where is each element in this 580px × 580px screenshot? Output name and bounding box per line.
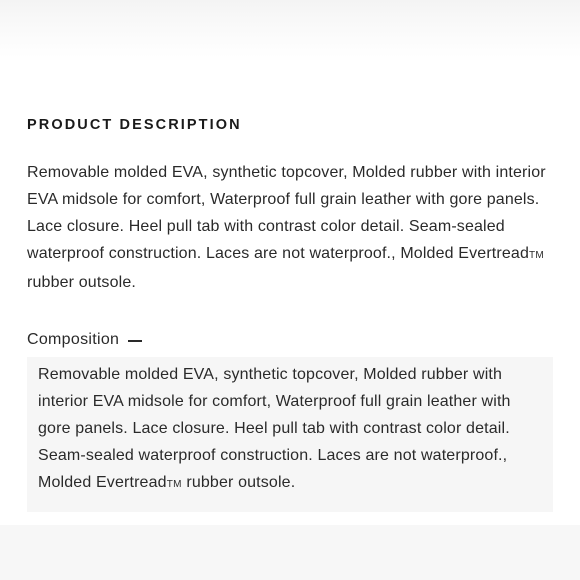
composition-label: Composition bbox=[27, 331, 120, 348]
composition-text bbox=[38, 361, 539, 498]
product-description-section bbox=[27, 116, 553, 512]
description-main: Removable molded EVA, synthetic topcover, Molded rubber with interior EVA midsole for comfort, Waterproof full grain leather with gore panels. Lace closure. Heel pull tab with contrast color detail. Seam-sealed waterproof construction. Laces are not waterproof., Molded Evertread bbox=[27, 164, 546, 262]
product-description-text bbox=[27, 159, 553, 296]
section-heading: PRODUCT DESCRIPTION bbox=[27, 117, 242, 133]
dash-icon[interactable] bbox=[128, 340, 142, 342]
top-fade-band bbox=[0, 0, 580, 58]
composition-panel bbox=[27, 357, 553, 512]
trademark-mark: TM bbox=[166, 479, 182, 490]
composition-main: Removable molded EVA, synthetic topcover, Molded rubber with interior EVA midsole for comfort, Waterproof full grain leather with gore panels. Lace closure. Heel pull tab with contrast color detail. Seam-sealed waterproof construction. Laces are not waterproof., Molded Evertread bbox=[38, 366, 511, 491]
composition-tail: rubber outsole. bbox=[181, 474, 296, 491]
bottom-band bbox=[0, 525, 580, 580]
trademark-mark: TM bbox=[529, 250, 545, 261]
composition-toggle[interactable] bbox=[27, 329, 553, 351]
description-tail: rubber outsole. bbox=[27, 274, 136, 291]
